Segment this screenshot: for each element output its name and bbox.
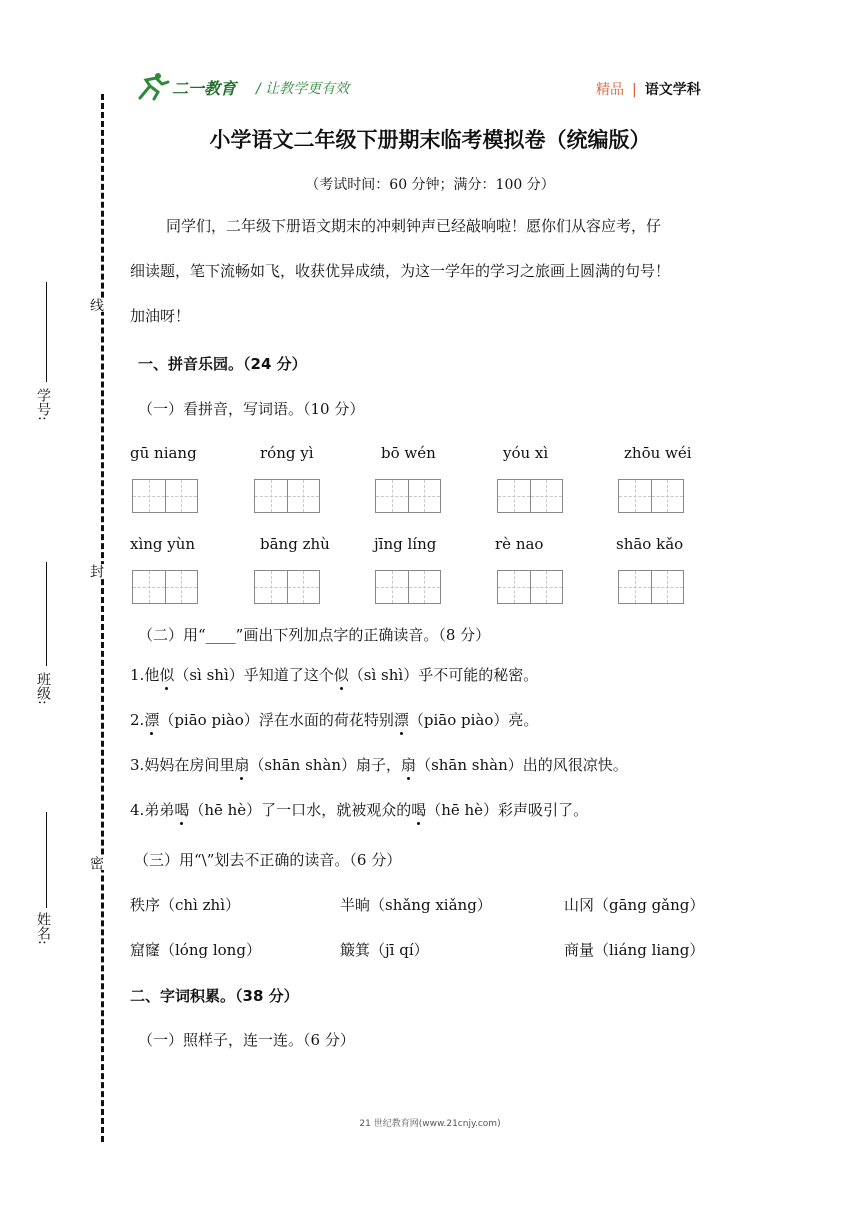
section-2-part-1-title: （一）照样子，连一连。（6 分） [138, 1031, 355, 1049]
logo [136, 72, 246, 102]
pinyin-label: zhōu wéi [624, 444, 692, 462]
writing-box[interactable] [497, 570, 563, 604]
word-pinyin-item: 秩序（chì zhì） [130, 896, 240, 914]
student-number-label: 学号: [35, 388, 51, 421]
question-text: （hē hè）了一口水，就被观众的 [189, 801, 412, 819]
writing-box[interactable] [618, 479, 684, 513]
pinyin-label: xìng yùn [130, 535, 196, 553]
margin-char-feng: 封 [88, 564, 104, 578]
writing-box[interactable] [618, 570, 684, 604]
part-1-title: （一）看拼音，写词语。（10 分） [138, 400, 365, 418]
dotted-char: 漂 [144, 711, 160, 729]
margin-char-mi: 密 [88, 856, 104, 870]
question-text: （shān shàn）扇子， [249, 756, 402, 774]
slogan: / 让教学更有效 [256, 81, 350, 97]
pinyin-label: gū niang [130, 444, 197, 462]
question-line [130, 664, 538, 685]
word-pinyin-item: 半晌（shǎng xiǎng） [340, 896, 492, 914]
student-number-line [46, 282, 47, 382]
dotted-char: 扇 [234, 756, 250, 774]
intro-paragraph [130, 204, 740, 339]
pinyin-label: jīng líng [374, 535, 437, 553]
question-line [130, 709, 538, 730]
section-1-title: 一、拼音乐园。（24 分） [138, 355, 307, 373]
writing-box[interactable] [132, 479, 198, 513]
question-number: 1. [130, 666, 145, 684]
writing-box[interactable] [497, 479, 563, 513]
svg-text:二一教育: 二一教育 [172, 79, 237, 98]
intro-line: 加油呀！ [130, 307, 191, 325]
footer-source: 21 世纪教育网(www.21cnjy.com) [359, 1119, 501, 1129]
question-line [130, 754, 628, 775]
question-text: （piāo piào）亮。 [408, 711, 539, 729]
page-title: 小学语文二年级下册期末临考模拟卷（统编版） [209, 128, 651, 152]
section-2-title: 二、字词积累。（38 分） [130, 987, 299, 1005]
word-pinyin-item: 山冈（gāng gǎng） [564, 896, 705, 914]
question-number: 4. [130, 801, 145, 819]
subject-label: 语文学科 [644, 82, 701, 98]
margin-char-xian: 线 [88, 298, 104, 312]
dotted-char: 喝 [174, 801, 190, 819]
pinyin-label: róng yì [260, 444, 314, 462]
class-line [46, 562, 47, 666]
pinyin-label: bō wén [381, 444, 436, 462]
pinyin-label: bāng zhù [260, 535, 330, 553]
intro-line: 同学们，二年级下册语文期末的冲刺钟声已经敲响啦！愿你们从容应考，仔 [166, 217, 662, 235]
pinyin-label: yóu xì [503, 444, 549, 462]
word-pinyin-item: 商量（liáng liang） [564, 941, 705, 959]
header-subject [596, 79, 701, 99]
question-text: 他 [144, 666, 160, 684]
question-number: 2. [130, 711, 145, 729]
word-pinyin-item: 窟窿（lóng long） [130, 941, 261, 959]
question-text: （sì shì）乎知道了这个 [174, 666, 334, 684]
dotted-char: 似 [333, 666, 349, 684]
name-line [46, 812, 47, 908]
question-text: （piāo piào）浮在水面的荷花特别 [159, 711, 394, 729]
writing-box[interactable] [132, 570, 198, 604]
pinyin-label: shāo kǎo [616, 535, 684, 553]
dotted-char: 扇 [401, 756, 417, 774]
writing-box[interactable] [254, 479, 320, 513]
name-label: 姓名: [35, 912, 51, 945]
writing-box[interactable] [375, 570, 441, 604]
exam-info: （考试时间：60 分钟；满分：100 分） [305, 177, 555, 193]
dotted-char: 似 [159, 666, 175, 684]
dotted-char: 漂 [393, 711, 409, 729]
intro-line: 细读题，笔下流畅如飞，收获优异成绩，为这一学年的学习之旅画上圆满的句号！ [130, 262, 671, 280]
question-number: 3. [130, 756, 145, 774]
pinyin-label: rè nao [495, 535, 544, 553]
question-text: （hē hè）彩声吸引了。 [426, 801, 589, 819]
quality-label: 精品 [596, 82, 624, 98]
part-3-title: （三）用“\”划去不正确的读音。（6 分） [134, 851, 402, 869]
question-text: 弟弟 [144, 801, 175, 819]
dotted-char: 喝 [411, 801, 427, 819]
writing-box[interactable] [254, 570, 320, 604]
question-line [130, 799, 588, 820]
writing-box[interactable] [375, 479, 441, 513]
word-pinyin-item: 簸箕（jī qí） [340, 941, 429, 959]
question-text: （shān shàn）出的风很凉快。 [416, 756, 628, 774]
question-text: 妈妈在房间里 [144, 756, 235, 774]
class-label: 班级: [35, 672, 51, 705]
part-2-title: （二）用“____”画出下列加点字的正确读音。（8 分） [138, 626, 491, 644]
header-separator: | [632, 82, 637, 98]
question-text: （sì shì）乎不可能的秘密。 [348, 666, 539, 684]
binding-dashed-line [101, 94, 104, 1142]
